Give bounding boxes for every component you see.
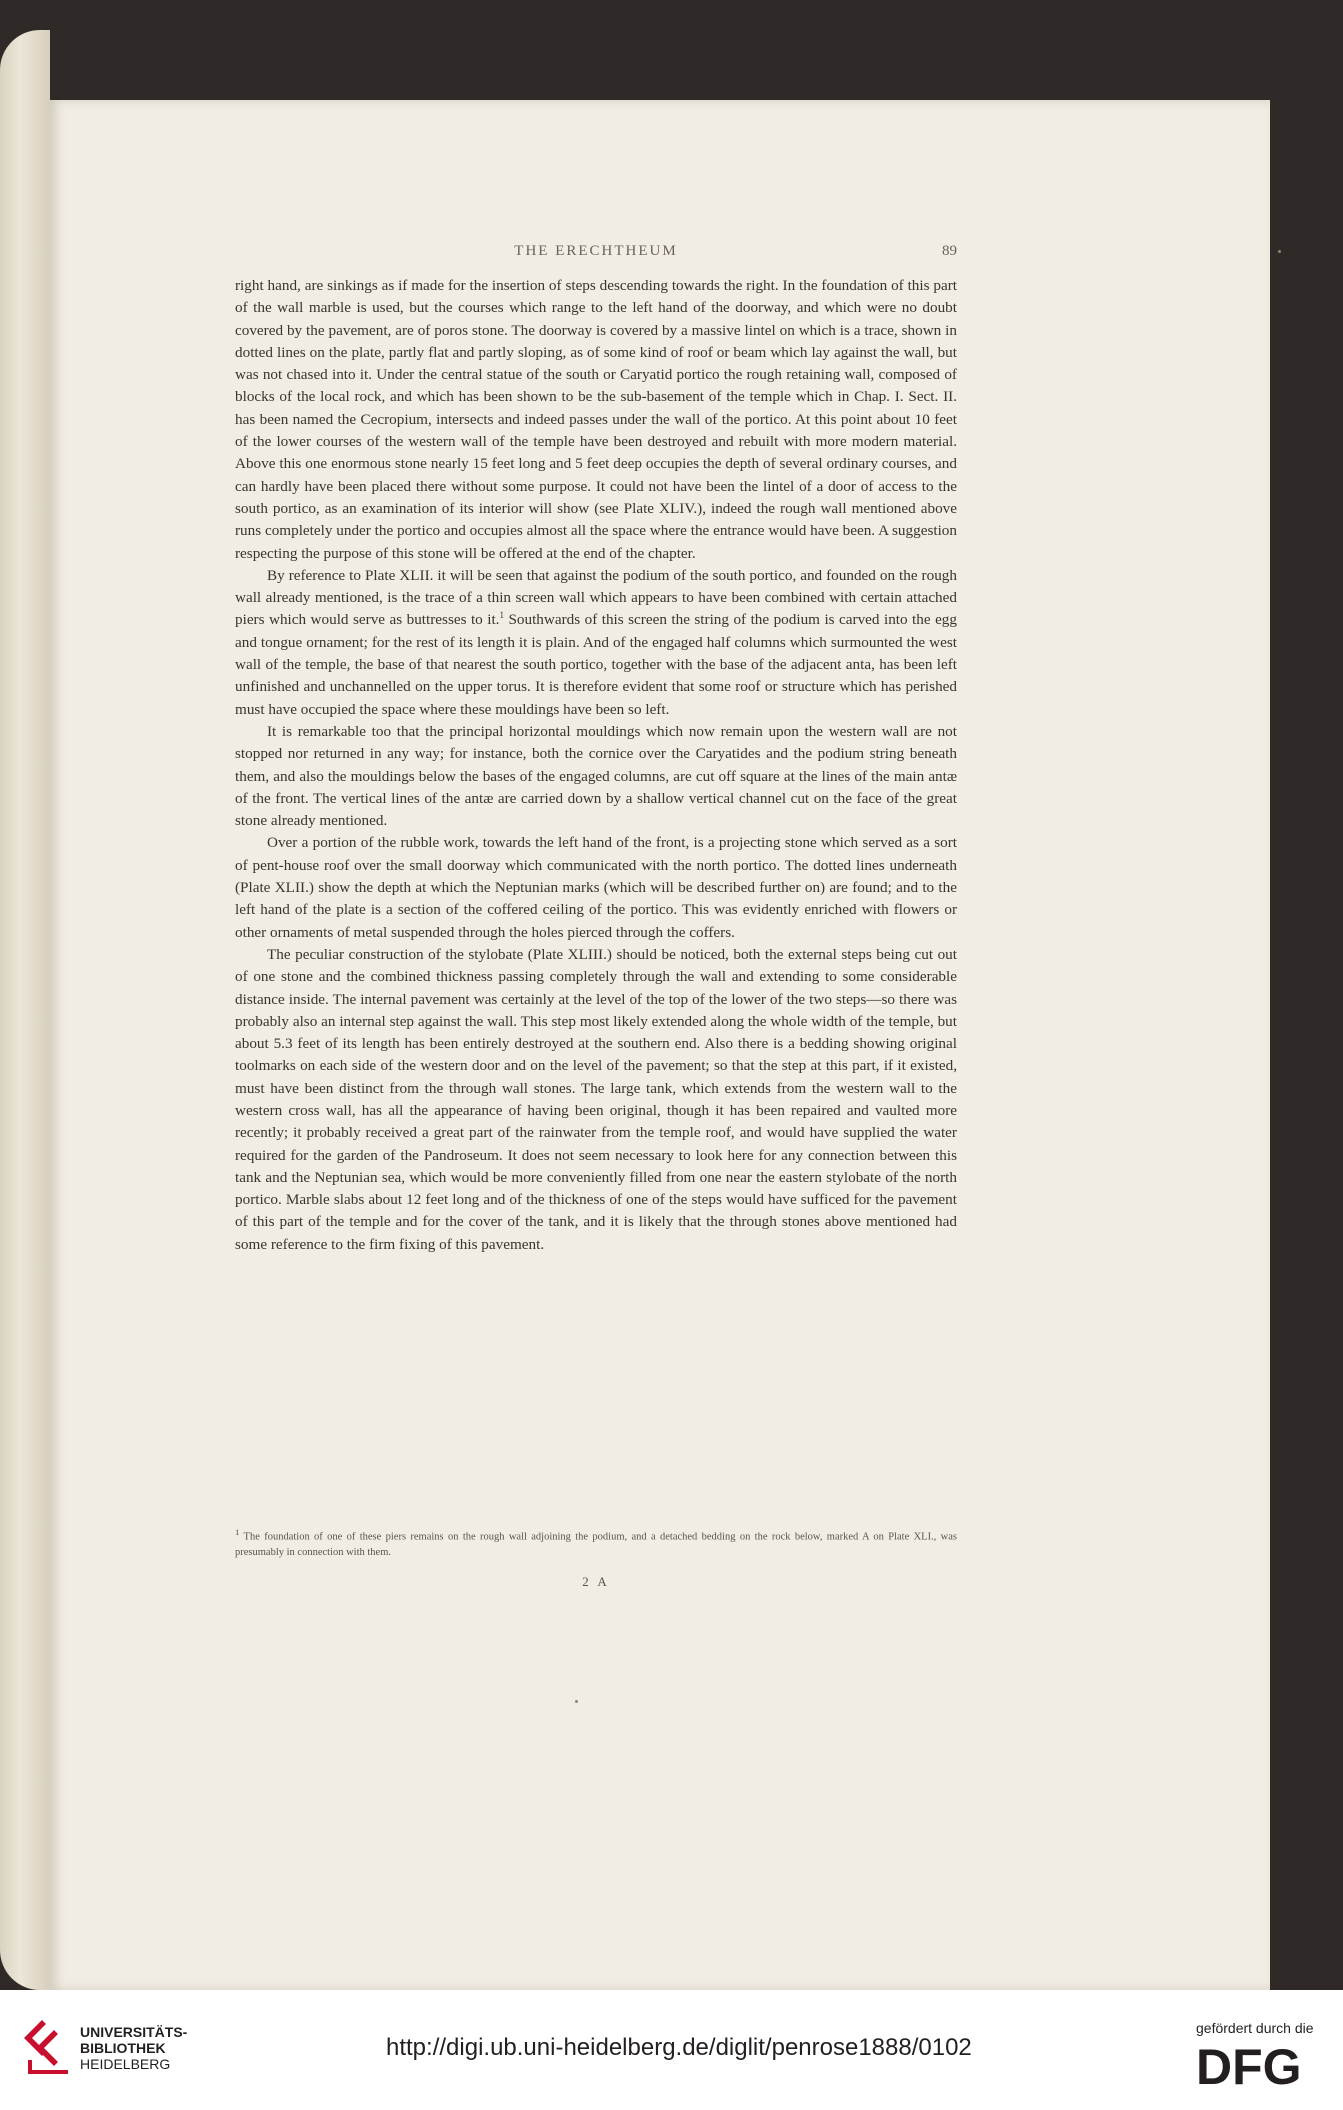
footnote-reference: 1 [499, 610, 504, 621]
book-page-edge [0, 30, 50, 1990]
paragraph: It is remarkable too that the principal horizontal mouldings which now remain upon the western wall are not stopped nor returned in any way; for instance, both the cornice over the Caryatides and the podium string beneath them, and also the mouldings below the bases of the engaged columns, are cut off square at the lines of the main antæ of the front. The vertical lines of the antæ are carried down by a shallow vertical channel cut on the face of the great stone already mentioned. [235, 722, 957, 830]
dfg-logo-text: DFG [1196, 2042, 1302, 2088]
footnote-marker: 1 [235, 1527, 240, 1537]
paragraph-text: Southwards of this screen the string of the podium is carved into the egg and tongue ornament; for the rest of its length it is plain. And of the engaged half columns which surmounted the west wall of the temple, the base of that nearest the south portico, together with the base of the adjacent anta, has been left unfinished and unchannelled on the upper torus. It is therefore evident that some roof or structure which has perished must have occupied the space where these mouldings have been so left. [235, 611, 957, 718]
running-title: THE ERECHTHEUM [514, 243, 678, 259]
permalink-url[interactable]: http://digi.ub.uni-heidelberg.de/diglit/penrose1888/0102 [386, 2034, 972, 2061]
paragraph-text: By reference to Plate XLII. it will be seen that against the podium of the south portico, and founded on the rough wall already mentioned, is the trace of a thin screen wall which appears to have been combined with certain attached piers which would serve as buttresses to it. [235, 566, 957, 629]
university-library-logo-icon [22, 2018, 72, 2078]
page-number: 89 [942, 243, 957, 259]
page-speck [1278, 250, 1281, 253]
funding-caption: gefördert durch die [1196, 2020, 1314, 2036]
paragraph [235, 565, 957, 721]
footnote [235, 1525, 957, 1560]
signature-mark: 2 A [582, 1574, 610, 1589]
paragraph: right hand, are sinkings as if made for the insertion of steps descending towards the right. In the foundation of this part of the wall marble is used, but the courses which range to the left hand of the doorway, and which were no doubt covered by the pavement, are of poros stone. The doorway is covered by a massive lintel on which is a trace, shown in dotted lines on the plate, partly flat and partly sloping, as of some kind of roof or beam which lay against the wall, but was not chased into it. Under the central statue of the south or Caryatid portico the rough retaining wall, composed of blocks of the local rock, and which has been shown to be the sub-basement of the temple which in Chap. I. Sect. II. has been named the Cecropium, intersects and indeed passes under the wall of the portico. At this point about 10 feet of the lower courses of the western wall of the temple have been destroyed and rebuilt with more modern material. Above this one enormous stone nearly 15 feet long and 5 feet deep occupies the depth of several ordinary courses, and can hardly have been placed there without some purpose. It could not have been the lintel of a door of access to the south portico, as an examination of its interior will show (see Plate XLIV.), indeed the rough wall mentioned above runs completely under the portico and occupies almost all the space where the entrance would have been. A suggestion respecting the purpose of this stone will be offered at the end of the chapter. [235, 277, 957, 562]
paragraph: The peculiar construction of the stylobate (Plate XLIII.) should be noticed, both the external steps being cut out of one stone and the combined thickness passing completely through the wall and extending to some considerable distance inside. The internal pavement was certainly at the level of the top of the lower of the two steps—so there was probably also an internal step against the wall. This step most likely extended along the whole width of the temple, but about 5.3 feet of its length has been entirely destroyed at the southern end. Also there is a bedding showing original toolmarks on each side of the western door and on the level of the pavement; so that the step at this part, if it existed, must have been distinct from the through wall stones. The large tank, which extends from the western wall to the western cross wall, has all the appearance of having been original, though it has been repaired and vaulted more recently; it probably received a great part of the rainwater from the temple roof, and would have supplied the water required for the garden of the Pandroseum. It does not seem necessary to look here for any connection between this tank and the Neptunian sea, which would be more conveniently filled from one near the eastern stylobate of the north portico. Marble slabs about 12 feet long and of the thickness of one of the steps would have sufficed for the pavement of this part of the temple and for the cover of the tank, and it is likely that the through stones above mentioned had some reference to the firm fixing of this pavement. [235, 945, 957, 1253]
library-name [80, 2024, 187, 2072]
viewer-footer [0, 1990, 1343, 2110]
library-name-line: HEIDELBERG [80, 2056, 171, 2072]
dfg-logo-icon [1196, 2042, 1322, 2088]
running-head [235, 243, 957, 265]
paragraph: Over a portion of the rubble work, towards the left hand of the front, is a projecting stone which served as a sort of pent-house roof over the small doorway which communicated with the north portico. The dotted lines underneath (Plate XLII.) show the depth at which the Neptunian marks (which will be described further on) are found; and to the left hand of the plate is a section of the coffered ceiling of the portico. This was evidently enriched with flowers or other ornaments of metal suspended through the holes pierced through the coffers. [235, 834, 957, 941]
body-text [235, 275, 957, 1256]
library-name-line: UNIVERSITÄTS- [80, 2024, 188, 2040]
footnote-text: The foundation of one of these piers remains on the rough wall adjoining the podium, and a detached bedding on the rock below, marked A on Plate XLI., was presumably in connection with them. [235, 1531, 957, 1558]
library-name-line: BIBLIOTHEK [80, 2040, 166, 2056]
page-speck [575, 1700, 578, 1703]
